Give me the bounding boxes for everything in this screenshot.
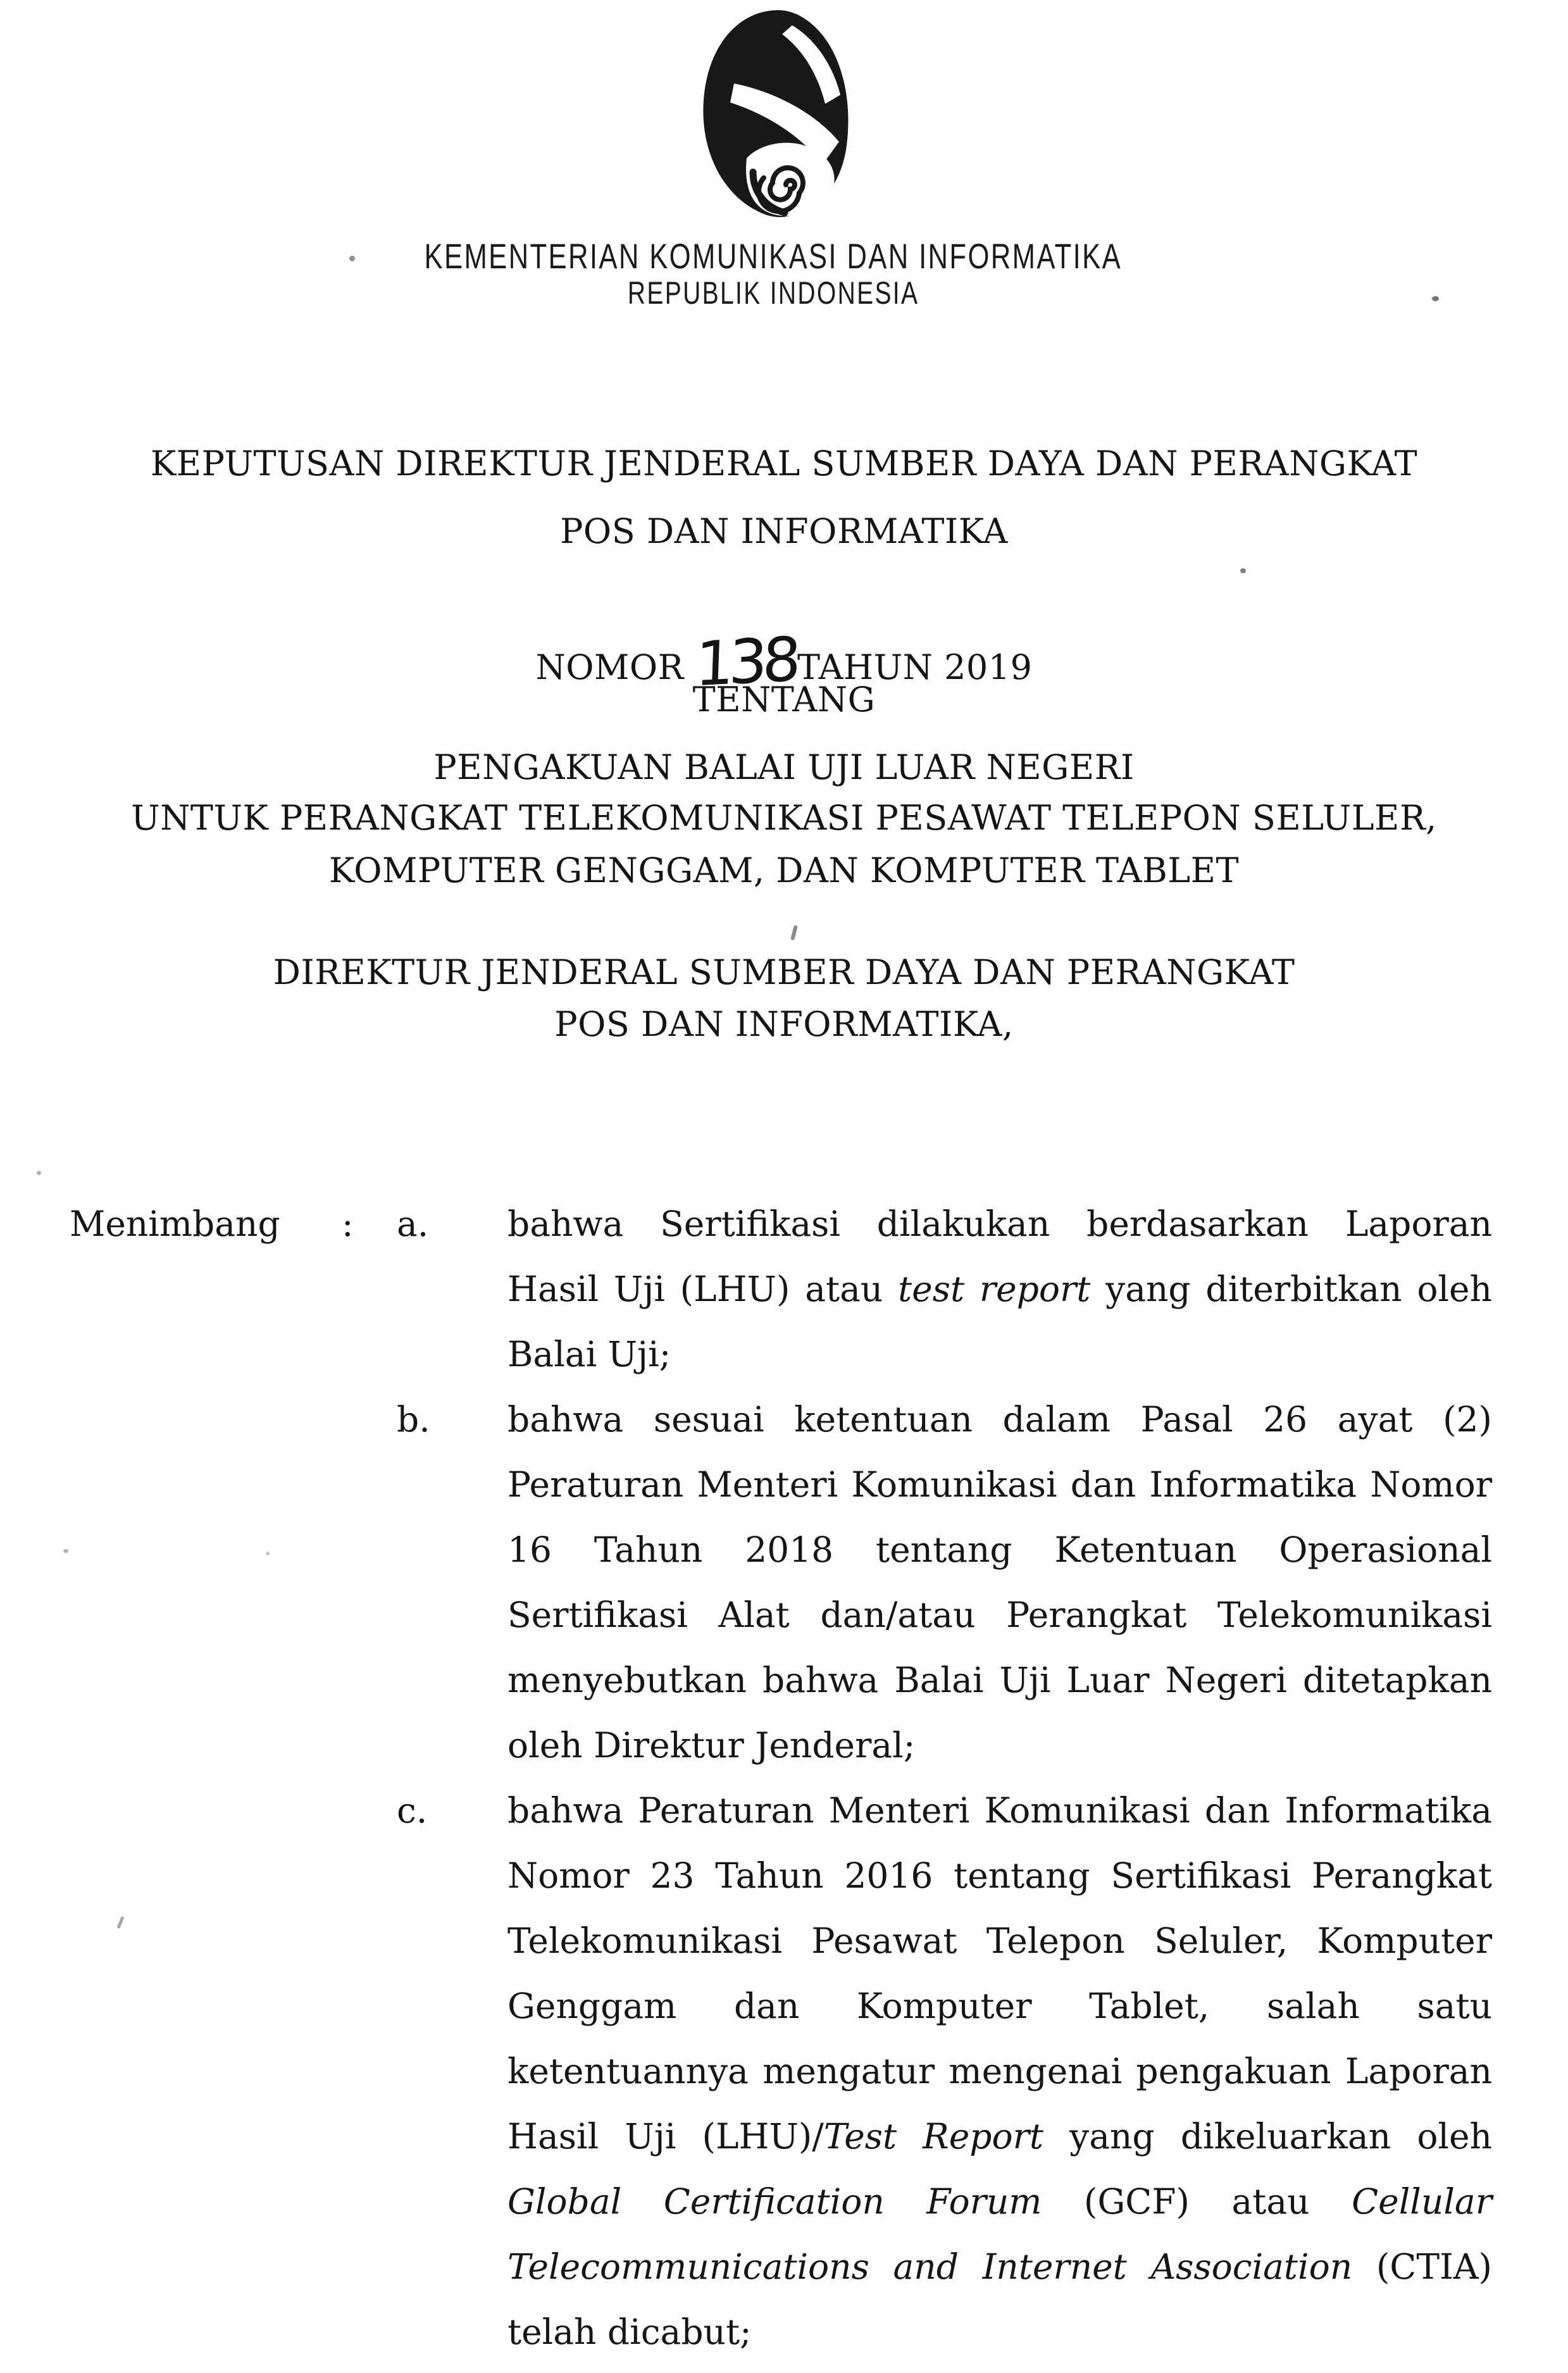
tentang-label: TENTANG (692, 680, 876, 719)
text-run: Peraturan Menteri Komunikasi dan Informatika Nomor (507, 1464, 1492, 1505)
subject-line3: KOMPUTER GENGGAM, DAN KOMPUTER TABLET (328, 850, 1240, 890)
republic-line: REPUBLIK INDONESIA (627, 275, 919, 311)
text-run: bahwa sesuai ketentuan dalam Pasal 26 ayat (2) (507, 1399, 1492, 1440)
paragraph-line (507, 1192, 1492, 1257)
menimbang-colon (342, 1778, 397, 2365)
scan-speck (349, 256, 355, 261)
paragraph-line (507, 2169, 1492, 2234)
paragraph-line (507, 1322, 1492, 1387)
subject-line1: PENGAKUAN BALAI UJI LUAR NEGERI (433, 747, 1135, 787)
text-run: Sertifikasi Alat dan/atau Perangkat Telekomunikasi (507, 1595, 1492, 1635)
scan-speck (1432, 296, 1439, 301)
item-text (507, 1778, 1492, 2365)
issuer-line2: POS DAN INFORMATIKA, (554, 1004, 1014, 1044)
text-run: Genggam dan Komputer Tablet, salah satu (507, 1986, 1492, 2026)
paragraph-line (507, 1583, 1492, 1648)
consideration-item-b (70, 1387, 1492, 1778)
menimbang-label (70, 1387, 342, 1778)
text-run: Hasil Uji (LHU) atau (507, 1269, 899, 1309)
nomor-prefix: NOMOR (535, 647, 684, 687)
text-run: telah dicabut; (507, 2312, 752, 2352)
consideration-item-a (70, 1192, 1492, 1387)
italic-run: Telecommunications and Internet Association (507, 2246, 1353, 2287)
italic-run: Global Certification Forum (507, 2181, 1042, 2222)
text-run: Nomor 23 Tahun 2016 tentang Sertifikasi Perangkat (507, 1855, 1492, 1896)
menimbang-label: Menimbang (70, 1204, 280, 1244)
italic-run: test report (898, 1269, 1091, 1309)
text-run: ketentuannya mengatur mengenai pengakuan Laporan (507, 2051, 1492, 2091)
item-letter: c. (397, 1790, 428, 1831)
paragraph-line (507, 1974, 1492, 2039)
text-run: bahwa Peraturan Menteri Komunikasi dan Informatika (507, 1790, 1492, 1831)
issuer-line1: DIREKTUR JENDERAL SUMBER DAYA DAN PERANGKAT (273, 952, 1295, 992)
paragraph-line (507, 2234, 1492, 2300)
scan-stray-mark (790, 925, 798, 941)
scan-speck (37, 1171, 41, 1175)
nomor-suffix: TAHUN 2019 (797, 647, 1033, 687)
item-text (507, 1192, 1492, 1387)
text-run: (CTIA) (1352, 2246, 1492, 2287)
scan-speck (1240, 568, 1246, 573)
paragraph-line (507, 1257, 1492, 1322)
paragraph-line (507, 2300, 1492, 2365)
menimbang-label (70, 1778, 342, 2365)
kominfo-logo-icon (672, 6, 874, 225)
subject-line2: UNTUK PERANGKAT TELEKOMUNIKASI PESAWAT TELEPON SELULER, (131, 798, 1437, 838)
text-run: Balai Uji; (507, 1334, 671, 1374)
item-letter: b. (397, 1399, 430, 1440)
consideration-item-c (70, 1778, 1492, 2365)
paragraph-line (507, 1452, 1492, 1517)
decree-title-line2: POS DAN INFORMATIKA (560, 511, 1008, 551)
handwritten-number: 138 (694, 623, 797, 701)
text-run: Hasil Uji (LHU)/ (507, 2116, 824, 2157)
ministry-name: KEMENTERIAN KOMUNIKASI DAN INFORMATIKA (424, 236, 1123, 276)
text-run: yang diterbitkan oleh (1090, 1269, 1493, 1309)
italic-run: Test Report (823, 2116, 1043, 2157)
paragraph-line (507, 2039, 1492, 2104)
italic-run: Cellular (1352, 2181, 1492, 2222)
paragraph-line (507, 1713, 1492, 1778)
paragraph-line (507, 1387, 1492, 1452)
decree-title-line1: KEPUTUSAN DIREKTUR JENDERAL SUMBER DAYA DAN PERANGKAT (150, 444, 1418, 483)
paragraph-line (507, 1648, 1492, 1713)
text-run: (GCF) atau (1042, 2181, 1352, 2222)
text-run: Telekomunikasi Pesawat Telepon Seluler, Komputer (507, 1921, 1492, 1961)
paragraph-line (507, 1517, 1492, 1583)
text-run: oleh Direktur Jenderal; (507, 1725, 916, 1766)
menimbang-colon: : (342, 1204, 354, 1244)
text-run: menyebutkan bahwa Balai Uji Luar Negeri ditetapkan (507, 1660, 1492, 1700)
paragraph-line (507, 1909, 1492, 1974)
item-text (507, 1387, 1492, 1778)
text-run: yang dikeluarkan oleh (1043, 2116, 1492, 2157)
text-run: bahwa Sertifikasi dilakukan berdasarkan Laporan (507, 1204, 1492, 1244)
scan-speck (266, 1552, 270, 1555)
considerations-section (70, 1192, 1492, 2365)
menimbang-colon (342, 1387, 397, 1778)
paragraph-line (507, 2104, 1492, 2169)
item-letter: a. (397, 1204, 429, 1244)
text-run: 16 Tahun 2018 tentang Ketentuan Operasional (507, 1529, 1492, 1570)
paragraph-line (507, 1778, 1492, 1843)
scan-speck (63, 1549, 68, 1553)
paragraph-line (507, 1843, 1492, 1909)
